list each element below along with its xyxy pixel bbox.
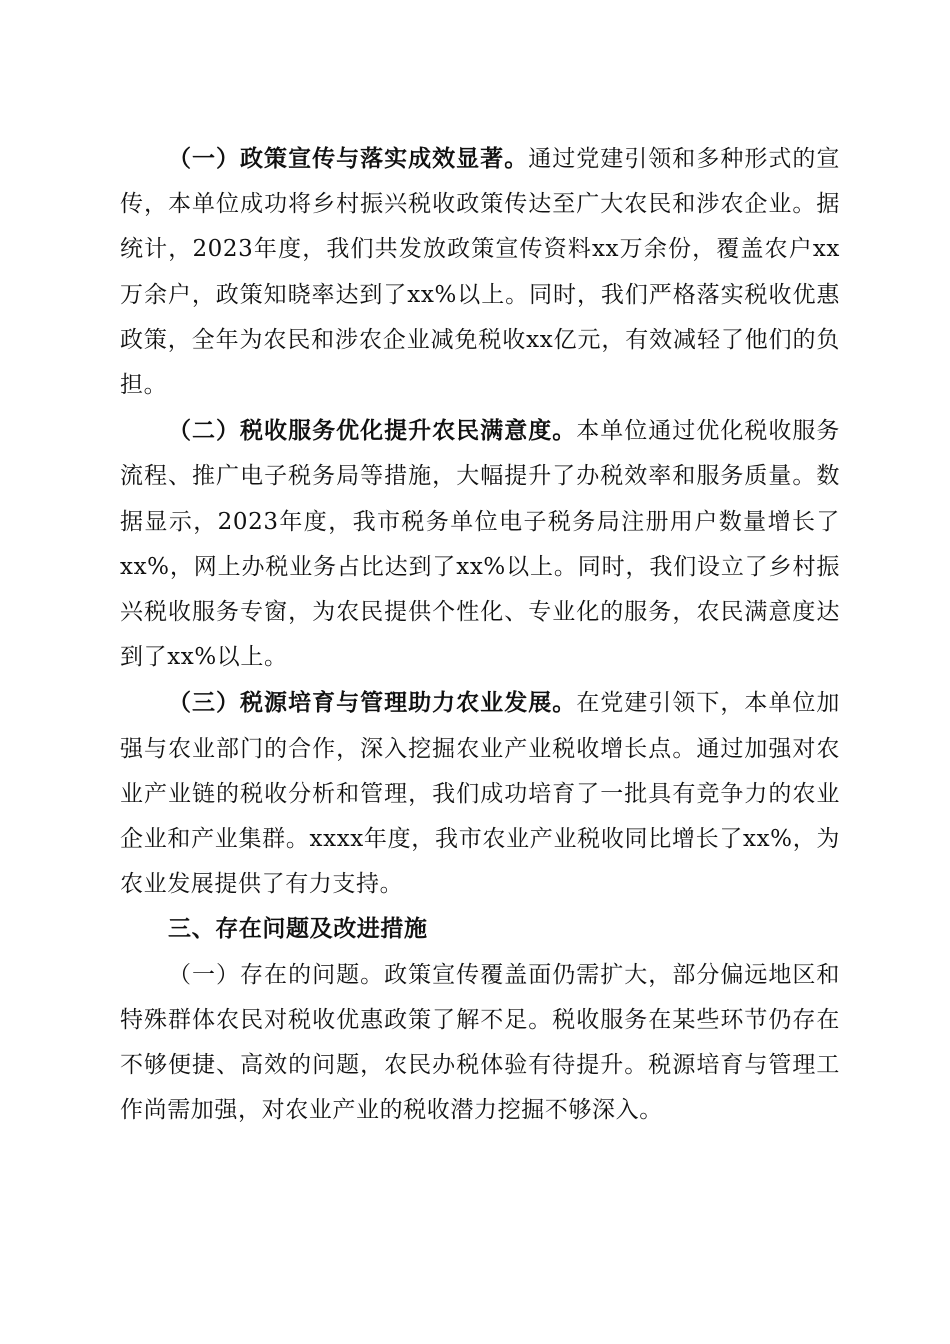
paragraph-tax-service [120, 408, 840, 680]
paragraph-tax-source [120, 680, 840, 907]
paragraph-lead: （一）存在的问题。 [168, 961, 385, 988]
paragraph-body: 政策宣传覆盖面仍需扩大，部分偏远地区和特殊群体农民对税收优惠政策了解不足。税收服务在某些环节仍存在不够便捷、高效的问题，农民办税体验有待提升。税源培育与管理工作尚需加强，对农业产业的税收潜力挖掘不够深入。 [120, 961, 840, 1124]
paragraph-policy-publicity [120, 136, 840, 408]
paragraph-lead: （三）税源培育与管理助力农业发展。 [168, 689, 577, 717]
section-heading: 三、存在问题及改进措施 [168, 916, 428, 943]
paragraph-body: 通过党建引领和多种形式的宣传，本单位成功将乡村振兴税收政策传达至广大农民和涉农企业。据统计，2023年度，我们共发放政策宣传资料xx万余份，覆盖农户xx万余户，政策知晓率达到了xx%以上。同时，我们严格落实税收优惠政策，全年为农民和涉农企业减免税收xx亿元，有效减轻了他们的负担。 [120, 146, 840, 399]
document-page [120, 136, 840, 1133]
paragraph-lead: （一）政策宣传与落实成效显著。 [168, 145, 529, 172]
paragraph-existing-problems [120, 953, 840, 1134]
paragraph-body: 本单位通过优化税收服务流程、推广电子税务局等措施，大幅提升了办税效率和服务质量。数据显示，2023年度，我市税务单位电子税务局注册用户数量增长了xx%，网上办税业务占比达到了xx%以上。同时，我们设立了乡村振兴税收服务专窗，为农民提供个性化、专业化的服务，农民满意度达到了xx%以上。 [120, 418, 840, 671]
paragraph-body: 在党建引领下，本单位加强与农业部门的合作，深入挖掘农业产业税收增长点。通过加强对农业产业链的税收分析和管理，我们成功培育了一批具有竞争力的农业企业和产业集群。xxxx年度，我市农业产业税收同比增长了xx%，为农业发展提供了有力支持。 [120, 690, 840, 898]
paragraph-lead: （二）税收服务优化提升农民满意度。 [168, 417, 577, 445]
